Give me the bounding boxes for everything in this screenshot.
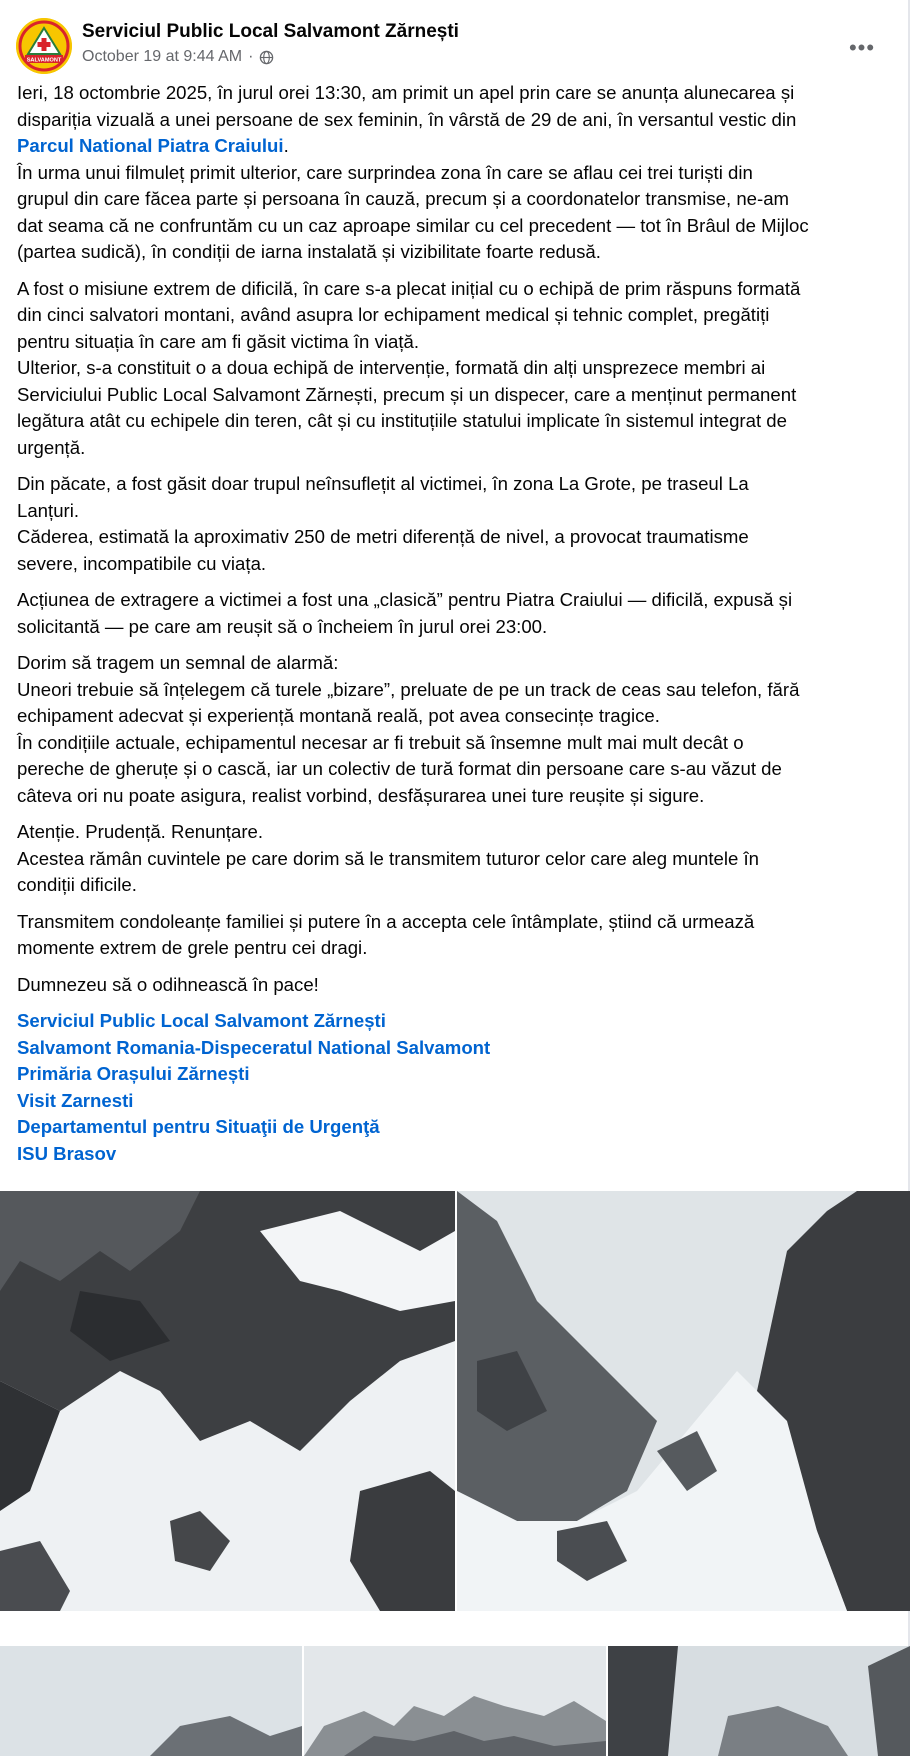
text-line: solicitantă — pe care am reușit să o încheiem în jurul orei 23:00.	[17, 615, 548, 637]
text-line: pentru situația în care am fi găsit victima în viață.	[17, 330, 420, 352]
photo-2[interactable]	[457, 1191, 910, 1611]
avatar-label: SALVAMONT	[26, 57, 62, 64]
text-line: Acțiunea de extragere a victimei a fost una „clasică” pentru Piatra Craiului — dificilă, expusă și	[17, 589, 793, 610]
photo-5[interactable]	[608, 1646, 910, 1756]
text-line: Acestea rămân cuvintele pe care dorim să le transmitem tuturor celor care aleg muntele în	[17, 847, 760, 869]
text-line: Căderea, estimată la aproximativ 250 de metri diferență de nivel, a provocat traumatisme	[17, 526, 749, 547]
more-options-button[interactable]	[844, 30, 880, 66]
tag-list	[17, 1008, 897, 1167]
post-header	[16, 18, 896, 74]
text-line: grupul din care făcea parte și persoana în cauză, precum și a coordonatelor transmise, ne-am	[17, 188, 790, 209]
text-line: urgență.	[17, 436, 86, 458]
photo-3[interactable]	[0, 1646, 302, 1756]
text-line: (partea sudică), în condiții de iarna instalată și vizibilitate foarte redusă.	[17, 241, 601, 262]
paragraph-2	[17, 276, 897, 462]
tag-link-primaria-zarnesti[interactable]: Primăria Orașului Zărnești	[17, 1063, 250, 1084]
paragraph-5	[17, 650, 897, 809]
photo-1[interactable]	[0, 1191, 455, 1611]
text-line: echipament adecvat și experiență montană reală, pot avea consecințe tragice.	[17, 705, 660, 726]
text-line: Dorim să tragem un semnal de alarmă:	[17, 652, 339, 673]
text-line: Transmitem condoleanțe familiei și putere în a accepta cele întâmplate, știind că urmează	[17, 910, 755, 932]
text-line: dat seama că ne confruntăm cu un caz aproape similar cu cel precedent — tot în Brâul de Mijloc	[17, 214, 809, 236]
text-line: severe, incompatibile cu viața.	[17, 552, 267, 574]
text-line: Atenție. Prudență. Renunțare.	[17, 821, 264, 842]
paragraph-1	[17, 80, 897, 266]
post-body	[17, 80, 897, 1167]
text-line: În urma unui filmuleț primit ulterior, care surprindea zona în care se aflau cei trei turiști din	[17, 161, 753, 183]
tag-link-salvamont-romania[interactable]: Salvamont Romania-Dispeceratul National Salvamont	[17, 1036, 491, 1058]
text-line: Ulterior, s-a constituit o a doua echipă de intervenție, formată din alți unsprezece membri ai	[17, 357, 766, 378]
paragraph-6	[17, 819, 897, 899]
paragraph-8	[17, 972, 897, 999]
avatar[interactable]	[16, 18, 72, 74]
tag-link-visit-zarnesti[interactable]: Visit Zarnesti	[17, 1089, 134, 1111]
text-line: Lanțuri.	[17, 499, 80, 521]
globe-icon	[259, 50, 274, 65]
text-line	[17, 133, 897, 160]
photo-5-image	[608, 1646, 910, 1756]
text-line: A fost o misiune extrem de dificilă, în care s-a plecat inițial cu o echipă de prim răspuns formată	[17, 277, 801, 299]
text-line: condiții dificile.	[17, 874, 137, 895]
photo-2-image	[457, 1191, 910, 1611]
paragraph-7	[17, 909, 897, 962]
photo-4-image	[304, 1646, 606, 1756]
post-timestamp[interactable]: October 19 at 9:44 AM	[82, 48, 243, 65]
tag-link-dsu[interactable]: Departamentul pentru Situaţii de Urgenţă	[17, 1116, 380, 1137]
paragraph-3	[17, 471, 897, 577]
text-line: momente extrem de grele pentru cei dragi.	[17, 937, 368, 958]
parc-national-link[interactable]: Parcul National Piatra Craiului	[17, 135, 284, 156]
text-line: Serviciului Public Local Salvamont Zărnești, precum și un dispecer, care a menținut permanent	[17, 383, 797, 405]
text-line: În condițiile actuale, echipamentul necesar ar fi trebuit să însemne mult mai mult decât o	[17, 731, 744, 753]
meta-separator: ·	[248, 48, 254, 65]
post-meta	[82, 48, 274, 66]
more-options-icon: •••	[848, 35, 876, 60]
text-line: câteva ori nu poate asigura, realist vorbind, desfășurarea unei ture reușite și sigure.	[17, 784, 705, 806]
tag-link-salvamont-zarnesti[interactable]: Serviciul Public Local Salvamont Zărnești	[17, 1010, 386, 1031]
text-line: Ieri, 18 octombrie 2025, în jurul orei 13:30, am primit un apel prin care se anunța alunecarea și	[17, 82, 795, 103]
photo-3-image	[0, 1646, 302, 1756]
paragraph-4	[17, 587, 897, 640]
page-name-link[interactable]: Serviciul Public Local Salvamont Zărnești	[82, 21, 459, 42]
text-fragment: .	[283, 135, 289, 156]
text-line: Uneori trebuie să înțelegem că turele „bizare”, preluate de pe un track de ceas sau telefon, fără	[17, 678, 800, 700]
photo-grid	[0, 1191, 910, 1756]
text-line: Din păcate, a fost găsit doar trupul neînsuflețit al victimei, în zona La Grote, pe traseul La	[17, 473, 749, 494]
text-line: dispariția vizuală a unei persoane de sex feminin, în vârstă de 29 de ani, în versantul vestic din	[17, 108, 797, 130]
text-line: legătura atât cu echipele din teren, cât și cu instituțiile statului implicate în sistemul integrat de	[17, 410, 787, 431]
text-line: din cinci salvatori montani, având asupra lor echipament medical și tehnic complet, pregătiți	[17, 304, 770, 325]
tag-link-isu-brasov[interactable]: ISU Brasov	[17, 1142, 117, 1164]
photo-4[interactable]	[304, 1646, 606, 1756]
text-line: pereche de gheruțe și o cască, iar un colectiv de tură format din persoane care s-au văzut de	[17, 758, 782, 779]
text-line: Dumnezeu să o odihnească în pace!	[17, 973, 319, 995]
photo-1-image	[0, 1191, 455, 1611]
salvamont-logo	[16, 18, 72, 74]
